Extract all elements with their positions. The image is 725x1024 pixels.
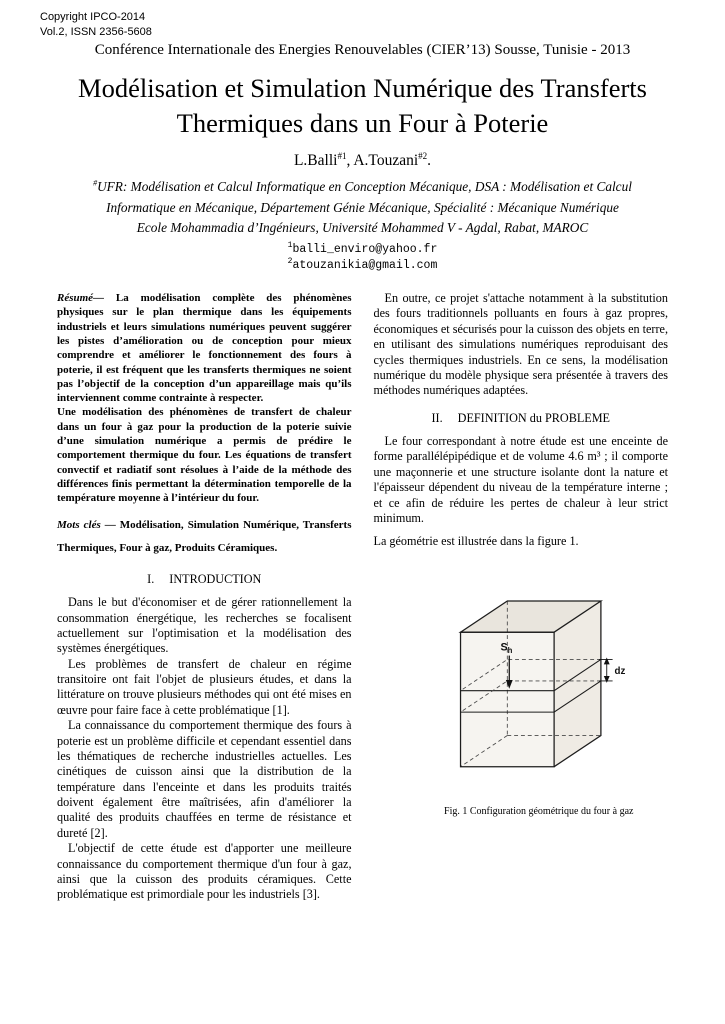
email-2-mark: 2 [287,257,293,267]
affiliation-mark: # [93,178,98,188]
figure-1-caption: Fig. 1 Configuration géométrique du four à gaz [444,806,634,818]
figure-1 [392,562,687,819]
affiliation-line-1 [0,177,725,198]
keywords-paragraph [57,514,352,560]
author-2-name: A.Touzani [353,151,419,169]
email-1-mark: 1 [287,240,293,250]
dz-arrow-up [604,657,610,664]
dz-arrow-down [604,676,610,683]
email-1-address: balli_enviro@yahoo.fr [292,242,438,256]
section-2-title: DEFINITION du PROBLEME [457,410,610,425]
copyright-block [40,10,152,40]
abstract-paragraph-1 [57,291,352,405]
copyright-line: Copyright IPCO-2014 [40,11,146,23]
affiliation-block [0,177,725,239]
conference-header: Conférence Internationale des Energies Renouvelables (CIER’13) Sousse, Tunisie - 2013 [94,42,631,58]
dz-label: dz [614,665,626,677]
section-1-number: I. [147,571,155,586]
left-column [57,291,352,903]
section-2-number: II. [431,410,443,425]
authors-separator: , [346,151,354,169]
paper-title [0,71,725,141]
paper-title-line-1: Modélisation et Simulation Numérique des Transferts [78,73,647,103]
abstract-paragraph-2: Une modélisation des phénomènes de transfert de chaleur dans un four à gaz pour la production de la poterie suivie d’une simulation numérique a permis de prédire le comportement thermique du four. Les équations de transfert convectif et radiatif sont résolues à l’aide de la méthode des différences finis permettant la détermination temporelle de la température moyenne à l’intérieur du four. [57,406,352,505]
email-1 [0,242,725,259]
sh-label: $S_h$ [500,641,513,655]
keywords-label: Mots clés [57,518,101,531]
emails-block [0,242,725,275]
paper-body [57,291,668,903]
author-1-name: L.Balli [293,151,338,169]
intro-paragraph-3: La connaissance du comportement thermique des fours à poterie est un problème difficile et cependant essentiel dans les thématiques de recherche industrielles actuelles. Les cinétiques de cuisson ainsi que la distribution de la température dans l'enceinte et dans les produits traités doivent également être maîtrisées, afin d'améliorer la qualité des produits chauffées en terme de résistance et dureté [2]. [57,718,352,840]
paper-title-line-2: Thermiques dans un Four à Poterie [176,107,549,138]
abstract-text-1: La modélisation complète des phénomènes physiques sur le plan thermique dans les équipements industriels et leurs simulations numériques peuvent suggérer les pistes d’amélioration ou de conception pour mieux comprendre et améliorer le fonctionnement des fours à poterie, il est fréquent que les transferts thermiques ne soient pas l’objectif de la conception d’un appareillage mais qu’ils interviennent comme contrainte à respecter. [57,292,352,405]
authors-period: . [427,151,432,169]
intro-paragraph-4: L'objectif de cette étude est d'apporter une meilleure connaissance du comportement thermique d'un four à gaz, ainsi que la cuisson des produits céramiques. Cette problématique est primordiale pour les industriels [3]. [57,841,352,902]
intro-paragraph-1: Dans le but d'économiser et de gérer rationnellement la consommation énergétique, les recherches se focalisent actuellement sur l'optimisation et la modélisation des systèmes énergétiques. [57,595,352,656]
geometry-note: La géométrie est illustrée dans la figure 1. [373,534,579,549]
email-2-address: atouzanikia@gmail.com [292,259,438,273]
issn-line: Vol.2, ISSN 2356-5608 [40,25,152,38]
authors-line [0,152,725,170]
keywords-text: — Modélisation, Simulation Numérique, Transferts Thermiques, Four à gaz, Produits Céramiques. [57,518,352,554]
author-2-mark: #2 [418,150,428,161]
intro-paragraph-2: Les problèmes de transfert de chaleur en régime transitoire ont fait l'objet de plusieurs études, et dans la littérature on trouve plusieurs méthodes qui ont été mises en œuvre pour faire face à cette problématique [1]. [57,656,352,717]
abstract-label: Résumé— [57,292,105,305]
right-paragraph-1: En outre, ce projet s'attache notamment à la substitution des fours traditionnels polluants en fours à gaz propres, économiques et sécurisés pour la cuisson des objets en terre, en utilisant des simulations numériques reproduisant des cycles thermiques industriels. En ce sens, la modélisation numérique du modèle physique sera présentée à travers des méthodes numériques adaptées. [373,291,668,398]
affiliation-line-2: Informatique en Mécanique, Département Génie Mécanique, Spécialité : Mécanique Numérique [106,199,619,215]
author-1-mark: #1 [337,150,347,161]
section-heading-introduction [57,572,352,587]
problem-paragraph: Le four correspondant à notre étude est une enceinte de forme parallélépipédique et de volume 4.6 m³ ; il comporte une maçonnerie et une structure isolante dont la nature et l'épaisseur dépendent du niveau de la température interne ; et ce afin de réduire les pertes de chaleur à leur strict minimum. [373,434,668,525]
section-heading-definition [374,411,669,426]
email-2 [0,258,725,275]
right-column [374,291,669,903]
section-1-title: INTRODUCTION [169,571,262,586]
four-geometry-drawing [439,562,639,794]
affiliation-line-3: Ecole Mohammadia d’Ingénieurs, Université Mohammed V - Agdal, Rabat, MAROC [136,220,589,236]
affiliation-text-1: UFR: Modélisation et Calcul Informatique en Conception Mécanique, DSA : Modélisation et Calcul [97,178,632,194]
